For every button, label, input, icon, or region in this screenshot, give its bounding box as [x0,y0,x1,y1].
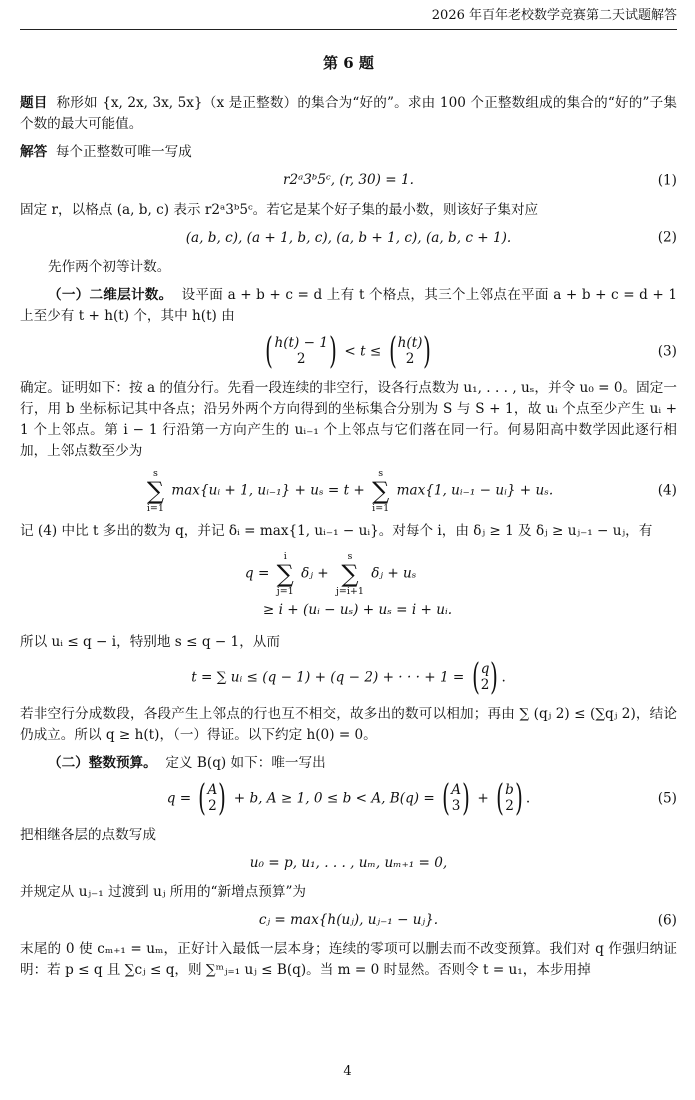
equation-5-conditions: + b, A ≥ 1, 0 ≤ b < A, B(q) = [233,790,435,807]
problem-text: 称形如 {x, 2x, 3x, 5x}（x 是正整数）的集合为“好的”。求由 100 个正整数组成的集合的“好的”子集个数的最大可能值。 [20,95,677,133]
binom-top: h(t) − 1 [274,335,329,352]
paragraph-proof-rows: 确定。证明如下：按 a 的值分行。先看一段连续的非空行，设各行点数为 u₁, . . . , uₛ，并令 u₀ = 0。固定一行，用 b 坐标标记其中各点；沿另外两个方向得到的坐标集合分别为 S 与 S + 1，故 uᵢ 个点至少产生 uᵢ + 1 个上邻点。第 i − 1 行沿第一方向产生的 uᵢ₋₁ 个上邻点与它们落在同一行。何易阳高中数学因此逐行相加，上邻点数至少为 [20,379,677,459]
section-2-text: 定义 B(q) 如下：唯一写出 [165,754,326,771]
sum-symbol: i ∑ j=1 [276,551,294,597]
binom-h-minus-1: ( h(t) − 1 2 ) [265,330,337,372]
equation-3-number: (3) [657,343,677,360]
equation-1 [20,170,677,191]
solution-intro [20,142,677,163]
equation-5: q = ( A 2 ) + b, A ≥ 1, 0 ≤ b < A, B(q) = ( A 3 ) + ( b 2 ) . (5) [166,777,677,819]
paragraph-induction: 末尾的 0 使 cₘ₊₁ = uₘ，正好计入最低一层本身；连续的零项可以删去而不改变预算。我们对 q 作强归纳证明：若 p ≤ q 且 ∑cⱼ ≤ q，则 ∑ᵐⱼ₌₁ uⱼ ≤ B(q)。当 m = 0 时显然。否则令 t = u₁，本步用掉 [20,941,677,979]
paragraph-budget-rule: 并规定从 uⱼ₋₁ 过渡到 uⱼ 所用的“新增点预算”为 [20,883,306,900]
equation-6-number: (6) [657,912,677,928]
eq-q-mid: δⱼ + [301,565,329,582]
equation-6-body: cⱼ = max{h(uⱼ), uⱼ₋₁ − uⱼ}. [258,912,439,928]
binom-A-2: ( A 2 ) [198,777,227,819]
equation-layers: u₀ = p, u₁, . . . , uₘ, uₘ₊₁ = 0, [249,854,448,871]
sum-symbol: s ∑ i=1 [146,468,164,514]
binom-top: h(t) [397,335,423,352]
eq-q-end: δⱼ + uₛ [371,565,417,582]
problem-label: 题目 [20,95,48,112]
equation-q-bound [20,549,677,623]
binom-bottom: 2 [405,350,415,367]
eq-q-left: q = [244,565,270,582]
binom-h: ( h(t) 2 ) [388,330,432,372]
sum-symbol: s ∑ j=i+1 [335,551,364,597]
paragraph-split-segments: 若非空行分成数段，各段产生上邻点的行也互不相交，故多出的数可以相加；再由 ∑ (qⱼ 2) ≤ (∑qⱼ 2)，结论仍成立。所以 q ≥ h(t)，（一）得证。以下约定 h(0) = 0。 [20,705,677,743]
equation-3-relation: < t ≤ [344,343,382,360]
equation-4 [20,469,677,513]
equation-1-body: r2ᵃ3ᵇ5ᶜ, (r, 30) = 1. [283,172,414,189]
equation-6 [20,910,677,931]
problem-title: 第 6 题 [323,54,374,72]
section-2-label: （二）整数预算。 [48,754,157,771]
eq-t-left: t = ∑ uᵢ ≤ (q − 1) + (q − 2) + · · · + 1 = [191,669,465,686]
running-header: 2026 年百年老校数学竞赛第二天试题解答 [20,6,677,30]
section-1-label: （一）二维层计数。 [48,286,173,303]
solution-label: 解答 [20,144,48,161]
section-2-intro [20,753,677,774]
paragraph-two-counts: 先作两个初等计数。 [48,258,171,275]
paragraph-layers: 把相继各层的点数写成 [20,826,156,843]
section-1-intro [20,285,677,327]
equation-2-body: (a, b, c), (a + 1, b, c), (a, b + 1, c), (a, b, c + 1). [185,229,512,246]
problem-statement [20,93,677,135]
paragraph-fix-r: 固定 r，以格点 (a, b, c) 表示 r2ᵃ3ᵇ5ᶜ。若它是某个好子集的最小数，则该好子集对应 [20,201,539,218]
section-1-text: 设平面 a + b + c = d 上有 t 个格点，其三个上邻点在平面 a + b + c = d + 1 上至少有 t + h(t) 个，其中 h(t) 由 [20,286,677,324]
equation-4-left: max{uᵢ + 1, uᵢ₋₁} + uₛ = t + [171,482,365,499]
eq-q-second-line: ≥ i + (uᵢ − uₛ) + uₛ = i + uᵢ. [262,601,453,618]
equation-2 [20,228,677,249]
binom-A-3: ( A 3 ) [442,777,470,819]
equation-2-number: (2) [657,229,677,246]
paragraph-so: 所以 uᵢ ≤ q − i，特别地 s ≤ q − 1，从而 [20,633,280,650]
binom-b-2: ( b 2 ) [496,777,523,819]
page-number: 4 [343,1063,352,1079]
page-content [20,52,677,988]
equation-t-bound: t = ∑ uᵢ ≤ (q − 1) + (q − 2) + · · · + 1 = ( q 2 ) . [191,656,506,698]
paragraph-define-q: 记 (4) 中比 t 多出的数为 q，并记 δᵢ = max{1, uᵢ₋₁ − uᵢ}。对每个 i，由 δⱼ ≥ 1 及 δⱼ ≥ uⱼ₋₁ − uⱼ，有 [20,523,653,540]
equation-1-number: (1) [657,172,677,189]
equation-3 [20,330,677,372]
sum-symbol: s ∑ i=1 [372,468,390,514]
equation-5-number: (5) [657,790,677,807]
binom-q: ( q 2 ) [471,656,499,698]
equation-4-number: (4) [657,482,677,499]
solution-intro-text: 每个正整数可唯一写成 [55,144,192,161]
binom-bottom: 2 [296,350,306,367]
equation-4-right: max{1, uᵢ₋₁ − uᵢ} + uₛ. [396,482,554,499]
